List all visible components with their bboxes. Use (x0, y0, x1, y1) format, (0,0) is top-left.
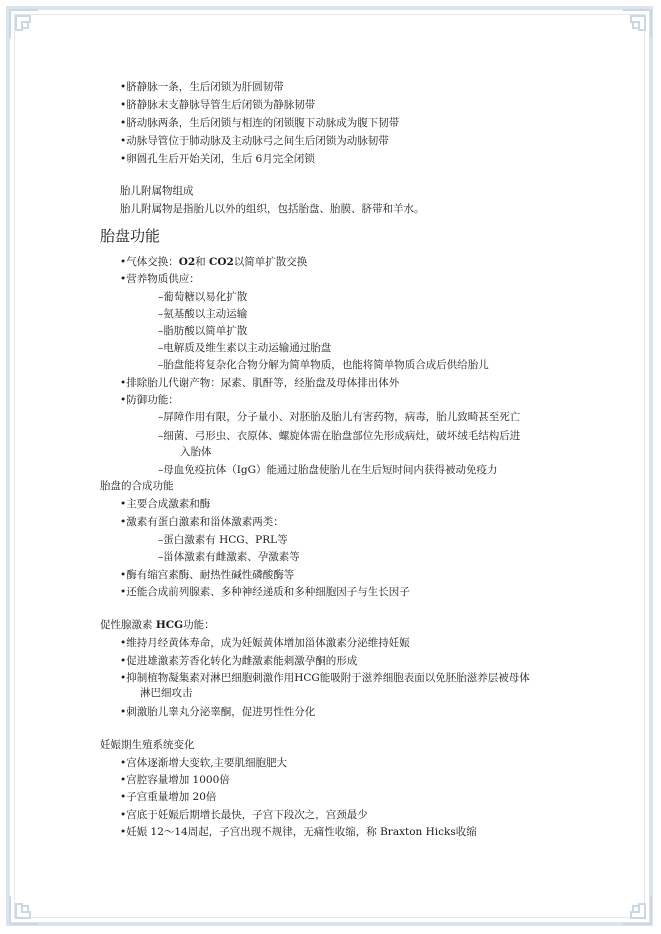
corner-ornament-icon (605, 878, 653, 926)
bullet-item: •宫底于妊娠后期增长最快，子宫下段次之，宫颈最少 (120, 809, 368, 821)
bullet-item: •排除胎儿代谢产物：尿素、肌酐等，经胎盘及母体排出体外 (120, 377, 400, 389)
section-title: 胎盘的合成功能 (100, 480, 174, 492)
text: 功能： (183, 619, 215, 631)
bullet-item-continued: 淋巴细攻击 (140, 687, 193, 699)
sub-item: –蛋白激素有 HCG、PRL等 (158, 534, 288, 546)
text: 促性腺激素 (100, 619, 156, 631)
section-title-hcg (100, 618, 215, 632)
bullet-item: •子宫重量增加 20倍 (120, 791, 217, 803)
hcg-label: HCG (155, 619, 184, 631)
sub-item: –屏障作用有限，分子量小、对胚胎及胎儿有害药物，病毒，胎儿致畸甚至死亡 (158, 411, 521, 423)
text: •气体交换： (120, 256, 179, 268)
section-title: 妊娠期生殖系统变化 (100, 739, 195, 751)
bullet-item-gas (120, 255, 307, 269)
o2-label: O2 (178, 256, 196, 268)
corner-ornament-icon (8, 878, 56, 926)
bullet-item: •激素有蛋白激素和甾体激素两类： (120, 516, 284, 528)
paragraph: 胎儿附属物是指胎儿以外的组织，包括胎盘、胎膜、脐带和羊水。 (120, 203, 425, 215)
corner-ornament-icon (605, 8, 653, 56)
bullet-item: •促进雄激素芳香化转化为雌激素能刺激孕酮的形成 (120, 655, 358, 667)
sub-item: –脂肪酸以简单扩散 (158, 325, 248, 337)
bullet-item: •防御功能： (120, 394, 179, 406)
sub-item: –葡萄糖以易化扩散 (158, 291, 248, 303)
bullet-item: •抑制植物凝集素对淋巴细胞刺激作用HCG能吸附于滋养细胞表面以免胚胎滋养层被母体 (120, 672, 530, 684)
sub-item: –细菌、弓形虫、衣原体、螺旋体需在胎盘部位先形成病灶，破坏绒毛结构后进 (158, 430, 521, 442)
sub-item-continued: 入胎体 (180, 446, 212, 458)
text: 以简单扩散交换 (233, 256, 308, 268)
corner-ornament-icon (8, 8, 56, 56)
bullet-item: •维持月经黄体寿命，成为妊娠黄体增加甾体激素分泌维持妊娠 (120, 637, 410, 649)
bullet-item: •营养物质供应： (120, 273, 200, 285)
bullet-item: •主要合成激素和酶 (120, 498, 211, 510)
bullet-item: •卵圆孔生后开始关闭，生后 6月完全闭锁 (120, 153, 315, 165)
section-heading: 胎盘功能 (100, 227, 161, 245)
bullet-item: •脐静脉末支静脉导管生后闭锁为静脉韧带 (120, 99, 316, 111)
sub-item: –氨基酸以主动运输 (158, 308, 248, 320)
sub-item: –甾体激素有雌激素、孕激素等 (158, 551, 300, 563)
sub-item: –电解质及维生素以主动运输通过胎盘 (158, 342, 332, 354)
bullet-item: •动脉导管位于肺动脉及主动脉弓之间生后闭锁为动脉韧带 (120, 135, 389, 147)
bullet-item: •脐静脉一条，生后闭锁为肝圆韧带 (120, 81, 284, 93)
bullet-item: •还能合成前列腺素、多种神经递质和多种细胞因子与生长因子 (120, 586, 410, 598)
co2-label: CO2 (209, 256, 234, 268)
sub-item: –母血免疫抗体（IgG）能通过胎盘使胎儿在生后短时间内获得被动免疫力 (158, 464, 498, 476)
bullet-item: •刺激胎儿睾丸分泌睾酮，促进男性性分化 (120, 706, 316, 718)
text: 和 (195, 256, 209, 268)
sub-item: –胎盘能将复杂化合物分解为简单物质，也能将简单物质合成后供给胎儿 (158, 359, 489, 371)
bullet-item: •妊娠 12～14周起，子宫出现不规律，无痛性收缩，称 Braxton Hicks收缩 (120, 826, 477, 838)
bullet-item: •酶有缩宫素酶、耐热性碱性磷酸酶等 (120, 569, 295, 581)
bullet-item: •宫体逐渐增大变软,主要肌细胞肥大 (120, 757, 288, 769)
bullet-item: •宫腔容量增加 1000倍 (120, 774, 230, 786)
section-title: 胎儿附属物组成 (120, 185, 194, 197)
bullet-item: •脐动脉两条，生后闭锁与相连的闭锁腹下动脉成为腹下韧带 (120, 117, 400, 129)
